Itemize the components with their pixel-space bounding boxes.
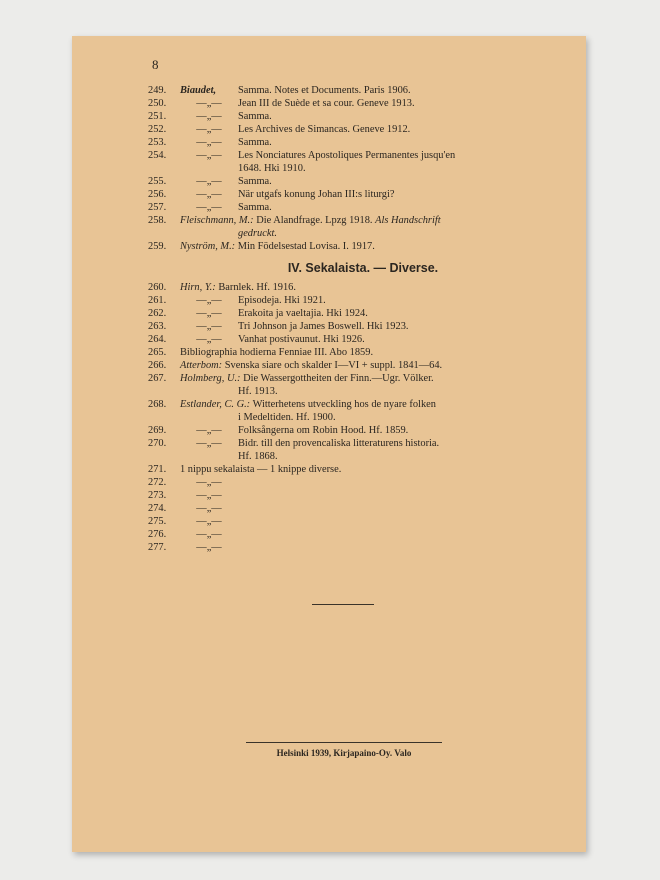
list-item: 255. —„— Samma. bbox=[148, 176, 272, 187]
list-item: 268. Estlander, C. G.: Witterhetens utveckling hos de nyare folken bbox=[148, 399, 436, 410]
footer-divider bbox=[246, 742, 442, 743]
list-item: 274. —„— bbox=[148, 503, 222, 514]
entry-continuation: i Medeltiden. Hf. 1900. bbox=[238, 412, 336, 423]
list-item: 264. —„— Vanhat postivaunut. Hki 1926. bbox=[148, 334, 365, 345]
list-item: 262. —„— Erakoita ja vaeltajia. Hki 1924. bbox=[148, 308, 368, 319]
list-item: 272. —„— bbox=[148, 477, 222, 488]
list-item: 251. —„— Samma. bbox=[148, 111, 272, 122]
list-item: 263. —„— Tri Johnson ja James Boswell. Hki 1923. bbox=[148, 321, 409, 332]
list-item: 271. 1 nippu sekalaista — 1 knippe diverse. bbox=[148, 464, 342, 475]
list-item: 261. —„— Episodeja. Hki 1921. bbox=[148, 295, 326, 306]
list-item: 253. —„— Samma. bbox=[148, 137, 272, 148]
list-item: 256. —„— När utgafs konung Johan III:s liturgi? bbox=[148, 189, 395, 200]
list-item: 249. Biaudet, Samma. Notes et Documents. Paris 1906. bbox=[148, 85, 411, 96]
section-heading: IV. Sekalaista. — Diverse. bbox=[287, 261, 439, 275]
list-item: 276. —„— bbox=[148, 529, 222, 540]
entry-continuation: Hf. 1868. bbox=[238, 451, 278, 462]
entry-continuation: 1648. Hki 1910. bbox=[238, 163, 306, 174]
list-item: 259. Nyström, M.: Min Födelsestad Lovisa. I. 1917. bbox=[148, 241, 375, 252]
entry-continuation: Hf. 1913. bbox=[238, 386, 278, 397]
page-number: 8 bbox=[152, 57, 159, 72]
list-item: 252. —„— Les Archives de Simancas. Geneve 1912. bbox=[148, 124, 411, 135]
list-item: 266. Atterbom: Svenska siare och skalder I—VI + suppl. 1841—64. bbox=[148, 360, 443, 371]
list-item: 277. —„— bbox=[148, 542, 222, 553]
list-item: 258. Fleischmann, M.: Die Alandfrage. Lpzg 1918. Als Handschrift bbox=[148, 215, 441, 226]
list-item: 250. —„— Jean III de Suède et sa cour. Geneve 1913. bbox=[148, 98, 415, 109]
list-item: 267. Holmberg, U.: Die Wassergottheiten der Finn.—Ugr. Völker. bbox=[148, 373, 434, 384]
list-item: 275. —„— bbox=[148, 516, 222, 527]
list-item: 270. —„— Bidr. till den provencaliska litteraturens historia. bbox=[148, 438, 440, 449]
list-item: 273. —„— bbox=[148, 490, 222, 501]
imprint-footer: Helsinki 1939, Kirjapaino-Oy. Valo bbox=[276, 748, 412, 758]
entry-continuation: gedruckt. bbox=[238, 228, 277, 239]
list-item: 265. Bibliographia hodierna Fenniae III. Abo 1859. bbox=[148, 347, 374, 358]
list-item: 269. —„— Folksångerna om Robin Hood. Hf. 1859. bbox=[148, 425, 409, 436]
list-item: 260. Hirn, Y.: Barnlek. Hf. 1916. bbox=[148, 282, 296, 293]
list-item: 254. —„— Les Nonciatures Apostoliques Permanentes jusqu'en bbox=[148, 150, 456, 161]
divider bbox=[312, 604, 374, 605]
entry-list bbox=[148, 84, 538, 554]
list-item: 257. —„— Samma. bbox=[148, 202, 272, 213]
